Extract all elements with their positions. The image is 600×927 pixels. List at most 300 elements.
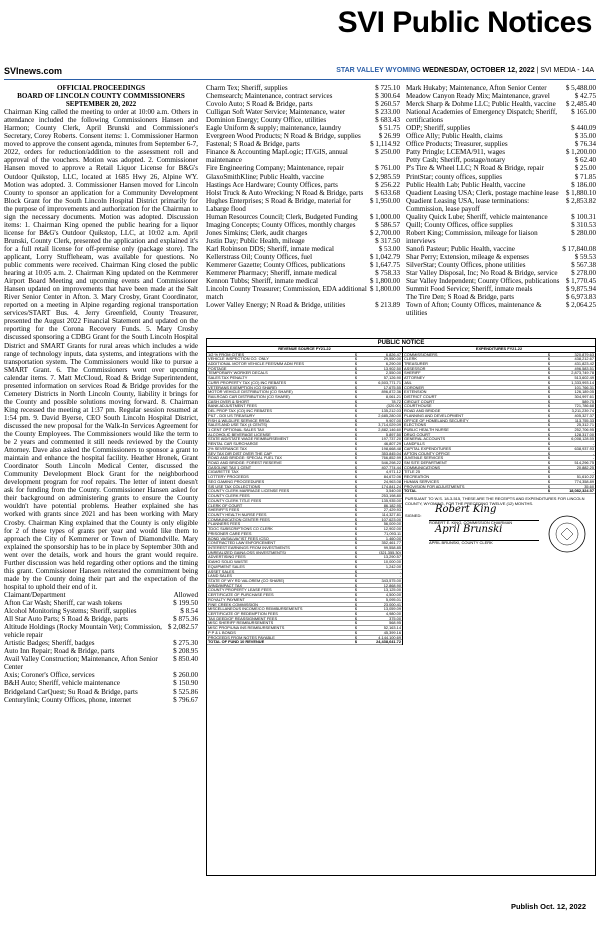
claim-desc: Shar Perry; Extension, mileage & expenses: [406, 252, 529, 261]
site-url[interactable]: SVInews.com: [4, 66, 63, 76]
revenue-label: VEHICLE INSPECTION CO. ONLY: [208, 357, 269, 361]
claim-desc: Jones Simkins; Clerk, audit charges: [206, 228, 308, 237]
dollar-sign: $: [354, 508, 358, 513]
claim-desc: Eagle Uniform & supply; maintenance, laundry: [206, 124, 342, 133]
revenue-value: 1,242.00: [385, 564, 401, 569]
expenditure-label: GENERAL ACCOUNTS: [404, 437, 446, 442]
dollar-sign: $: [354, 366, 358, 371]
dollar-sign: $: [354, 512, 358, 517]
revenue-value: 13,125.00: [383, 588, 401, 593]
revenue-value: 2,685,280.00: [378, 413, 401, 418]
dollar-sign: $: [354, 498, 358, 503]
dollar-sign: $: [354, 607, 358, 612]
claim-desc: Town of Afton; County Offices, maintenance & utilities: [406, 301, 542, 318]
claim-amount: $ 275.30: [173, 639, 198, 648]
column-2: [206, 84, 400, 309]
claim-desc: Star Valley Independent; County Offices, publications: [406, 277, 560, 286]
dollar-sign: $: [354, 371, 358, 376]
expenditure-value: 101,766.31: [574, 385, 594, 390]
claim-desc: Auto Inn Repair; Road & Bridge, parts: [4, 647, 115, 656]
claim-amount: $ 25.00: [574, 164, 596, 173]
revenue-label: RENTAL CAR SURCHARGE: [208, 442, 259, 446]
claim-desc: P's Tire & Wheel LLC; N Road & Bridge, repair: [406, 164, 544, 173]
claim-row: [406, 108, 596, 124]
claim-desc: Kellerstrass Oil; County Offices, fuel: [206, 252, 313, 261]
dollar-sign: $: [354, 376, 358, 381]
edition-sep: |: [536, 67, 541, 74]
claim-amount: $ 260.57: [375, 100, 400, 109]
revenue-value: 29,550.00: [383, 357, 401, 362]
expenditure-value: -: [592, 451, 594, 456]
expenditure-header: EXPENDITURES FY21-22: [403, 347, 595, 353]
revenue-label: SIS USE TAX COLLECTIONS: [208, 484, 261, 489]
revenue-label: UNREALIZED GAIN/LOSS (INVESTMENTS): [208, 550, 287, 555]
revenue-label: LAND SALES: [208, 574, 233, 578]
dollar-sign: $: [354, 479, 358, 484]
header-rule: [4, 79, 596, 80]
dollar-sign: $: [547, 418, 551, 423]
dollar-sign: $: [354, 484, 358, 489]
claim-row: [4, 688, 198, 696]
revenue-value: 8,061.21: [385, 394, 401, 399]
claim-row: [406, 277, 596, 285]
revenue-label: PILT - DOI US TREASURY: [208, 413, 255, 418]
claim-row: [4, 647, 198, 655]
claims-list-3: [406, 84, 596, 317]
revenue-value: 23,000.41: [383, 602, 401, 607]
revenue-value: 13,290.57: [383, 555, 401, 560]
claim-desc: Sanofi Pasteur; Public Health, vaccine: [406, 244, 515, 253]
claim-row: [206, 132, 400, 140]
expenditure-value: 25,312.71: [576, 423, 594, 428]
expenditure-column: [403, 347, 595, 645]
revenue-label: FINE CREEK COMMISSION: [208, 602, 258, 607]
revenue-label: MOTOR VEHICLE DISTRIBUTION (CO SHARE): [208, 390, 293, 394]
revenue-value: 2,882,146.60: [378, 428, 401, 432]
dollar-sign: $: [547, 451, 551, 456]
revenue-value: 10,000.00: [383, 560, 401, 565]
revenue-label: SHERIFF'S FEES: [208, 508, 240, 512]
revenue-label: COUNTY HEALTH NURSE FEES: [208, 512, 267, 517]
claim-desc: Alcohol Monitoring Systems; Sheriff, supplies: [4, 607, 137, 616]
claim-amount: $ 300.64: [375, 92, 400, 101]
claim-amount: $ 100.31: [571, 212, 596, 221]
dollar-sign: $: [354, 461, 358, 466]
expenditure-label: CORONER: [404, 385, 424, 390]
claim-amount: $ 2,082.57: [167, 623, 198, 632]
dollar-sign: $: [354, 385, 358, 390]
claim-amount: $ 208.95: [173, 647, 198, 656]
expenditure-value: 252,706.95: [574, 428, 594, 432]
revenue-value: 5,897.50: [385, 432, 401, 437]
claim-amount: $ 260.00: [173, 671, 198, 680]
claim-amount: $ 59.53: [574, 252, 596, 261]
claim-amount: $ 2,853.82: [565, 196, 596, 205]
dollar-sign: $: [354, 475, 358, 480]
revenue-label: ROAD AND BRIDGE: FOREST RESERVE: [208, 461, 282, 465]
claims-list-2: [206, 84, 400, 309]
revenue-label: IDAHO SOLID WASTE: [208, 560, 248, 564]
claim-amount: $ 165.00: [571, 108, 596, 117]
claim-row: [206, 124, 400, 132]
revenue-label: ALCOHOLIC BEVERAGE LICENSE: [208, 432, 271, 437]
revenue-value: 198,668.48: [381, 446, 401, 451]
revenue-label: CONTRACTED LAW ENFORCEMENT: [208, 541, 276, 545]
revenue-value: 46,807.29: [383, 442, 401, 447]
claim-desc: Kemmerer Gazette; County Offices, publications: [206, 261, 346, 270]
dollar-sign: $: [354, 583, 358, 588]
claim-amount: $ 199.50: [173, 599, 198, 607]
claim-row: [4, 623, 198, 639]
claim-amount: $ 9,875.94: [565, 285, 596, 294]
revenue-value: 1,460.00: [385, 536, 401, 541]
revenue-value: 4,980.00: [385, 612, 401, 617]
claim-row: [406, 269, 596, 277]
claim-amount: $ 62.40: [574, 156, 596, 165]
revenue-value: 2,550.00: [385, 371, 401, 376]
dollar-sign: $: [354, 437, 358, 442]
dollar-sign: $: [354, 442, 358, 447]
proceedings-heading-3: SEPTEMBER 20, 2022: [65, 100, 137, 109]
dollar-sign: $: [354, 588, 358, 593]
dollar-sign: $: [354, 470, 358, 475]
expenditure-value: 320,879.63: [574, 352, 594, 357]
claim-desc: Star Valley Disposal, Inc; No Road & Bridge, service: [406, 269, 558, 278]
revenue-value: 343,575.00: [381, 579, 401, 583]
expenditure-value: 721,786.68: [574, 404, 594, 409]
revenue-label: 1 CENT OPTIONAL SALES TAX: [208, 428, 265, 432]
revenue-label: CERTIFICATE OF REDEMPTION FEES: [208, 612, 278, 616]
clerk-label: APRIL BRUNSKI, COUNTY CLERK: [429, 540, 493, 546]
revenue-value: 197,737.20: [381, 437, 401, 442]
dollar-sign: $: [547, 390, 551, 395]
revenue-label: ROAD AND BRIDGE: SPECIAL FUEL TAX: [208, 456, 282, 461]
dollar-sign: $: [354, 428, 358, 432]
claim-amount: $ 310.53: [571, 220, 596, 229]
dollar-sign: $: [354, 560, 358, 565]
revenue-value: 45,399.16: [383, 630, 401, 635]
revenue-value: 568.95: [389, 621, 401, 626]
revenue-total-label: TOTAL OF FUND 10 REVENUE: [208, 640, 265, 645]
claim-row: [206, 245, 400, 253]
dollar-sign: $: [547, 399, 551, 404]
expenditure-value: 35.60: [584, 484, 594, 489]
dollar-sign: $: [547, 404, 551, 409]
dollar-sign: $: [354, 545, 358, 550]
dollar-sign: $: [547, 479, 551, 484]
revenue-value: (320.00): [386, 404, 401, 409]
claim-desc: National Academies of Emergency Dispatch; Sheriff, certifications: [406, 108, 558, 125]
chair-signature: Robert King: [435, 504, 497, 516]
revenue-value: 3,714,029.09: [378, 423, 401, 428]
expenditure-value: 405,327.37: [574, 413, 594, 418]
revenue-label: 1/2 % FROM CITIES: [208, 352, 245, 357]
dollar-sign: $: [354, 517, 358, 522]
expenditure-label: PLANNING AND DEVELOPMENT: [404, 413, 464, 418]
dollar-sign: $: [354, 574, 358, 579]
expenditure-rows: [403, 353, 595, 490]
revenue-label: MISC PROP/UNA INS REIMBURSEMENTS: [208, 626, 285, 630]
revenue-column: [207, 347, 403, 645]
dollar-sign: $: [547, 380, 551, 385]
dollar-sign: $: [547, 437, 551, 442]
revenue-value: 174,841.24: [381, 484, 401, 489]
expenditure-value: 513,602.49: [574, 376, 594, 381]
claim-amount: $ 567.38: [571, 261, 596, 270]
expenditure-value: 304,997.61: [574, 394, 594, 399]
claim-desc: Charm Tex; Sheriff, supplies: [206, 84, 288, 92]
revenue-value: 6,290.00: [385, 361, 401, 366]
dollar-sign: $: [354, 593, 358, 598]
dollar-sign: $: [547, 465, 551, 470]
claim-amount: $ 53.00: [378, 244, 400, 253]
revenue-value: 78.72: [391, 399, 401, 404]
expenditure-value: 774,358.89: [574, 479, 594, 484]
dollar-sign: $: [354, 550, 358, 555]
dollar-sign: $: [547, 484, 551, 489]
expenditure-label: SM SITE DEPARTMENT: [404, 461, 448, 465]
revenue-label: INTEREST EARNINGS FROM INVESTMENTS: [208, 545, 290, 550]
claim-row: [4, 696, 198, 704]
claim-row: [406, 181, 596, 189]
claim-desc: Meadow Canyon Ready Mix; Maintenance, gravel: [406, 92, 550, 101]
pursuant-note: PURSUANT TO W.S. 18-3-515, THESE ARE THE RECEIPTS AND EXPENDITURES FOR LINCOLN COUNTY, WYOMING, FOR THE PRECEDING TWELVE (12) MONTHS.: [405, 496, 585, 507]
revenue-label: CLERK OF COURT: [208, 503, 243, 508]
signed-label: SIGNED:: [405, 513, 422, 519]
revenue-label: LOTTERY PROCEEDS: [208, 475, 249, 479]
revenue-value: 253,198.80: [381, 494, 401, 499]
dollar-sign: $: [354, 503, 358, 508]
column-1: [4, 84, 198, 704]
expenditure-total-value: 18,082,324.57: [569, 489, 594, 494]
claim-amount: $ 17,840.08: [562, 244, 596, 253]
revenue-label: SEG GAMING PROCEEDURES: [208, 479, 265, 484]
expenditure-value: 589.75: [582, 399, 594, 404]
revenue-label: TDOC SUBSCRIPTIONS CO CLERK: [208, 527, 273, 531]
claim-desc: Public Health Lab; Public Health, vaccine: [406, 180, 526, 189]
expenditure-label: TREASURER: [404, 361, 428, 366]
claim-row: [206, 148, 400, 164]
expenditure-value: 3,211,239.74: [571, 409, 594, 414]
claim-row: [406, 189, 596, 197]
claim-desc: Culligan Soft Water Service; Maintenance, water: [206, 108, 346, 117]
revenue-label: PRISONER CARE FEES: [208, 531, 252, 536]
revenue-label: CASH OVER & SHORT: [208, 399, 250, 404]
expenditure-value: 2,873,749.78: [571, 371, 594, 376]
claim-desc: Lower Valley Energy; N Road & Bridge, utilities: [206, 301, 346, 310]
expenditure-value: 431,823.42: [574, 361, 594, 366]
claim-amount: $ 51.75: [378, 124, 400, 133]
revenue-value: 52,163.14: [383, 626, 401, 631]
expenditure-label: TITLE 25: [404, 470, 421, 475]
claim-row: [406, 124, 596, 132]
claim-amount: $ 213.89: [375, 301, 400, 310]
claim-desc: Afton Car Wash; Sheriff, car wash tokens: [4, 599, 122, 607]
claim-row: [206, 164, 400, 172]
expenditure-value: 514,296.75: [574, 461, 594, 466]
dollar-sign: $: [354, 456, 358, 461]
claims-list-1: [4, 599, 198, 704]
dollar-sign: $: [547, 475, 551, 480]
claim-desc: Bridgeland CarQuest; Su Road & Bridge, parts: [4, 687, 138, 696]
claim-row: [206, 253, 400, 261]
claim-amount: $ 26.99: [378, 132, 400, 141]
dollar-sign: $: [354, 451, 358, 456]
claim-row: [4, 599, 198, 607]
revenue-label: P P & L BONDS: [208, 630, 236, 635]
claim-desc: Avail Valley Construction; Maintenance, Afton Senior Center: [4, 655, 158, 672]
revenue-label: ADDITIONAL MOTOR VEHICLE FEES/MM ADM FEES: [208, 361, 304, 366]
claim-row: [4, 679, 198, 687]
dollar-sign: $: [354, 635, 358, 640]
claim-row: [4, 639, 198, 647]
revenue-header: REVENUE SOURCE FY21-22: [207, 347, 402, 353]
claim-row: [406, 156, 596, 164]
claim-amount: $ 850.40: [173, 655, 198, 664]
revenue-label: POSTAGE: [208, 366, 227, 371]
claim-desc: PrintStar; county offices, supplies: [406, 172, 503, 181]
revenue-label: CURR PROPERTY TAX (CO) INC REBATES: [208, 380, 287, 385]
proceedings-heading-1: OFFICIAL PROCEEDINGS: [56, 84, 146, 92]
revenue-label: COUNTY PROPERTY LEASE FEES: [208, 588, 272, 593]
claim-desc: Altitude Holdings (Rocky Mountain Vet); Commission, vehicle repair: [4, 623, 162, 640]
claim-amount: $ 1,647.75: [369, 261, 400, 270]
claim-row: [406, 100, 596, 108]
dollar-sign: $: [354, 494, 358, 499]
revenue-value: 6,826.47: [385, 352, 401, 357]
revenue-label: TEMPORARY WORKER DECALS: [208, 371, 268, 376]
claim-amount: $ 280.00: [571, 228, 596, 237]
revenue-value: 3,540.00: [385, 489, 401, 494]
claim-amount: $ 278.00: [571, 269, 596, 278]
dollar-sign: $: [354, 446, 358, 451]
dollar-sign: $: [354, 541, 358, 546]
claims-header: [4, 591, 198, 599]
claim-row: [406, 84, 596, 92]
revenue-value: 27,429.93: [383, 508, 401, 513]
revenue-label: BANK ADJUSTMENT FEES: [208, 404, 257, 409]
expenditure-label: LANDFILLS: [404, 442, 425, 446]
claim-row: [206, 285, 400, 301]
expenditure-label: CIRCUIT COURT: [404, 399, 435, 404]
claim-row: [206, 301, 400, 309]
claim-amount: $ 875.36: [173, 615, 198, 624]
dollar-sign: $: [354, 394, 358, 399]
expenditure-label: ELECTIONS: [404, 423, 427, 427]
revenue-label: RAILROAD CAR DISTRIBUTION (CO SHARE): [208, 394, 290, 399]
dollar-sign: $: [354, 579, 358, 583]
claim-row: [4, 607, 198, 615]
revenue-value: 13,902.50: [383, 366, 401, 371]
claim-row: [406, 253, 596, 261]
dollar-sign: $: [547, 361, 551, 366]
expenditure-label: HUMAN SERVICES: [404, 479, 439, 484]
claim-row: [206, 181, 400, 189]
claim-desc: SilverStar; County Offices, phone utilities: [406, 261, 526, 270]
dollar-sign: $: [354, 536, 358, 541]
claim-amount: $ 5,488.00: [565, 84, 596, 92]
claim-desc: Patty Pringle; LCEMA/911, wages: [406, 148, 506, 157]
claim-desc: Quill; County Offices, office supplies: [406, 220, 513, 229]
revenue-value: 4,144,100.69: [378, 635, 401, 640]
revenue-label: 2% SEVERANCE TAX: [208, 446, 247, 451]
dollar-sign: $: [354, 616, 358, 621]
dollar-sign: $: [547, 357, 551, 362]
revenue-label: EQUIPMENT SALES: [208, 564, 245, 569]
revenue-value: 353,845.04: [381, 451, 401, 456]
claim-desc: Chemsearch; Maintenance, contract services: [206, 92, 333, 101]
claim-row: [406, 173, 596, 181]
expenditure-label: DRUG COURT: [404, 432, 431, 437]
dollar-sign: $: [547, 428, 551, 432]
revenue-label: ROYALTY PAYMENT: [208, 597, 245, 602]
claim-amount: $ 2,064.25: [565, 301, 596, 310]
claim-row: [206, 213, 400, 221]
revenue-value: 5,095.01: [385, 597, 401, 602]
claim-amount: $ 8.54: [180, 607, 198, 616]
expenditure-value: 113,755.33: [574, 418, 594, 423]
claim-desc: Hastings Ace Hardware; County Offices, parts: [206, 180, 338, 189]
revenue-value: 352,461.77: [381, 541, 401, 546]
revenue-label: MISCELLANEOUS INCOME/CO REIMBURSEMENTS: [208, 607, 303, 612]
claim-desc: Fire Engineering Company; Maintenance, repair: [206, 164, 344, 173]
expenditure-value: 638,937.93: [574, 446, 594, 451]
revenue-label: FISH & WILDLIFE SERVICE RRSA: [208, 418, 270, 423]
county-seal-icon: [547, 514, 587, 554]
proceedings-body: Chairman King called the meeting to order at 10:00 a.m. Others in attendance included the following Commissioners Hansen and Harmon; County Clerk, April Brunski and Commissioner's Secretary, Corey Roberts. Consent items: 1. Commissioner Harmon moved to approve the consent agenda, minutes from September 6-7, 2022, orders for reduction/addition to the assessment roll and approval of the vouchers. Motion was adopted. 2. Commissioner Hansen moved to approve a Retail Liquor License for B&G's Outdoor Quikstop, LLC, located at 1685 Hwy 26, Alpine WY. Motion was adopted. 3. Commissioner Hansen moved for Lincoln County to sponsor an application for a Community Development Block Grant for the South Lincoln Hospital District primarily for the purpose of improvements and authorization for the Chairman to sign the necessary documents. Motion was adopted. Discussion items: 1. Chairman King opened the public hearing for a liquor license for B&G's Outdoor Quikstop, LLC, at 10:02 a.m. April Brunski, County Clerk, presented the application and explained it's for a full retail license for off-premise only (package store). The applicant, Lorry Stuffleheam, was available for questions. No public comments were received. Chairman King closed the public hearing at 10:05 a.m. 2. Chairman King updated on the Kemmerer Airport Board Meeting and upcoming events and Commissioner Hansen updated on improvements that have been made at the Salt River Senior Center in Afton. 3. Mary Crosby, Grant Coordinator, reported on a meeting in Alpine regarding regional transportation services/START Bus. 4. Jerry Greenfield, County Treasurer, presented the August 2022 Financial Statement and updated on the reporting for the Corona Recovery Funds. 5. Mary Crosby discussed sponsoring a CDBG Grant for the South Lincoln Hospital District and SMART Grants for rural areas which includes a wide range of technology inputs, data systems, and integrations with the transportation system. The Commissioners would like to pursue a SMART Grant. 6. The Commissioners went over upcoming calendar items. 7. Matt McCloud, Road & Bridge Superintendent, presented information on services Road & Bridge provides for the Cemetery Districts in North Lincoln County, liability it brings for the County and possible solutions moving forward. 8. Chairman King recessed the meeting at 1:37 pm. Regular session resumed at 1:54 pm. 9. David Byerse, CEO South Lincoln Hospital District, discussed the new proposal for the Walk-In Services Agreement for the County Employees. The Commissioners would like the term to be 2 years and commented it still needs reviewed by the County Attorney. Dave also asked the Commissioners to sponsor a grant to maintain and enhance the hospital facility. Heather Hronek, Grant Coordinator South Lincoln Medical Center, discussed the Community Development Block Grant for the neighborhood development program for roof repairs. The letter of intent doesn't ask for funding from the County. Commissioner Hansen asked for their background on administering grants to ensure the County wouldn't have potential problems. Heather explained she has worked with grants since 2021 and has been working with Mary Crosby. Chairman King explained that the County is only eligible for 2 of these types of grants per year and would like them to approach the City of Kemmerer or Town of Diamondville. Mary explained the sponsorship has to be in place by September 30th and went over the details, work and hours the grant would require. Further discussion was held regarding other options and the timing this grant. Commissioner Hansen reiterated the commitment being made by the County doing their part and the expectation of the hospital to uphold their end of it.: [4, 108, 198, 591]
revenue-value: -: [399, 569, 401, 574]
expenditure-value: -: [592, 456, 594, 461]
revenue-label: DEL PROP TAX (CO) INC REBATES: [208, 409, 272, 413]
public-notice-table: [206, 338, 596, 876]
claim-row: [406, 164, 596, 172]
claim-amount: $ 1,800.00: [369, 285, 400, 294]
claim-desc: Dominion Energy; County Office, utilities: [206, 116, 327, 125]
revenue-label: PROCEEDS FROM NOTES PAYABLE: [208, 635, 275, 640]
revenue-label: COUNTY CLERK MARRIAGE LICENSE FEES: [208, 489, 290, 494]
dollar-sign: $: [354, 465, 358, 470]
claim-desc: Office Products; Treasurer, supplies: [406, 140, 508, 149]
revenue-label: STATE OF WY RD VALOREM (CO SHARE): [208, 579, 285, 583]
revenue-rows: [207, 353, 402, 641]
claim-amount: $ 2,485.40: [565, 100, 596, 109]
claim-row: [206, 229, 400, 237]
dollar-sign: $: [354, 399, 358, 404]
claim-amount: $ 683.43: [375, 116, 400, 125]
dollar-sign: $: [354, 390, 358, 395]
dollar-sign: $: [547, 413, 551, 418]
dollar-sign: $: [547, 352, 551, 357]
expenditure-label: DISTRICT COURT: [404, 394, 437, 399]
dollar-sign: $: [354, 404, 358, 409]
dollar-sign: $: [354, 597, 358, 602]
claim-row: [4, 615, 198, 623]
claim-amount: $ 758.33: [375, 269, 400, 278]
claim-desc: Petty Cash; Sheriff, postage/notary: [406, 156, 506, 165]
dollar-sign: $: [354, 357, 358, 362]
revenue-value: 99,558.85: [383, 545, 401, 550]
revenue-value: 12,868.90: [383, 583, 401, 588]
expenditure-value: -: [592, 442, 594, 447]
expenditure-label: COMMUNICATIONS: [404, 465, 441, 470]
claim-desc: Covolo Auto; S Road & Bridge, parts: [206, 100, 313, 109]
expenditure-label: JAIL: [404, 380, 412, 385]
claim-amount: $ 725.10: [375, 84, 400, 92]
claim-amount: $ 42.75: [574, 92, 596, 101]
expenditure-value: 496,583.51: [574, 366, 594, 371]
expenditure-label: RECREATION: [404, 475, 430, 479]
revenue-value: 107,623.00: [381, 517, 401, 522]
